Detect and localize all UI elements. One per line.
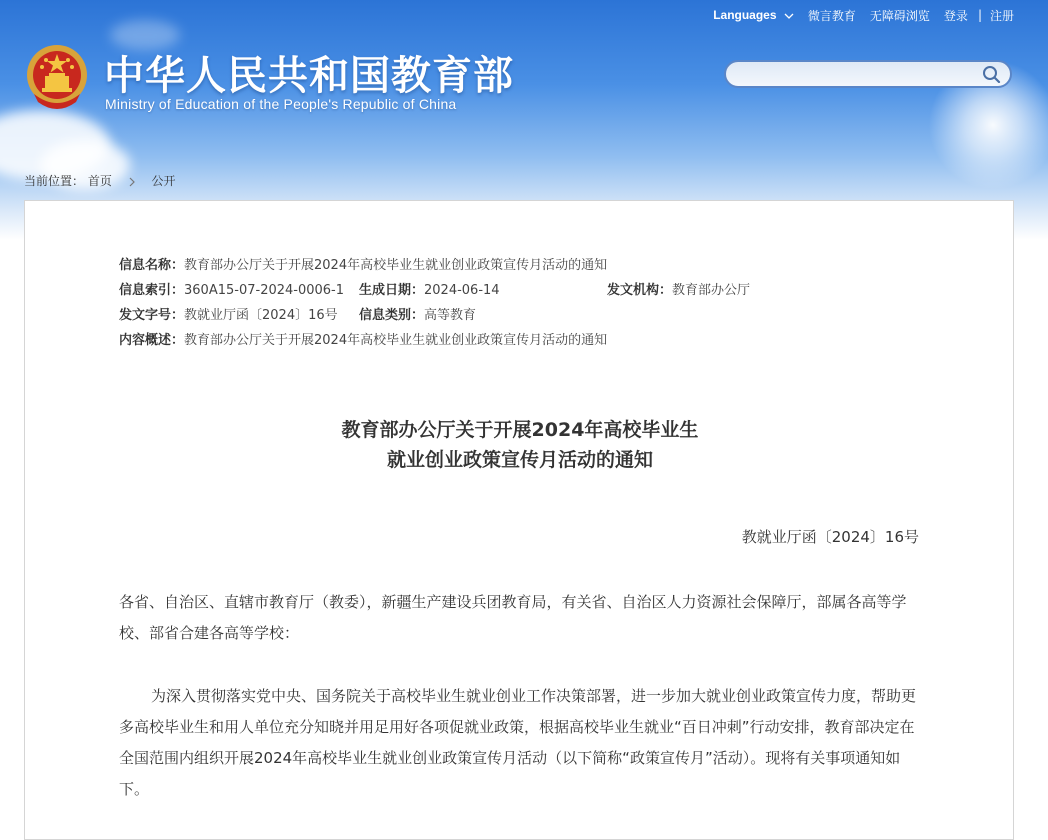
content-panel xyxy=(24,200,1014,840)
info-name-label: 信息名称： xyxy=(119,258,185,273)
breadcrumb-prefix: 当前位置： xyxy=(24,174,85,188)
info-category-label: 信息类别： xyxy=(359,308,425,323)
info-row-name xyxy=(119,253,607,278)
breadcrumb xyxy=(24,172,182,189)
login-link[interactable]: 登录 xyxy=(943,8,968,23)
info-category-value: 高等教育 xyxy=(424,308,477,323)
register-link[interactable]: 注册 xyxy=(989,8,1014,23)
search-input[interactable] xyxy=(738,65,982,85)
languages-menu[interactable]: Languages xyxy=(713,8,794,22)
search-box xyxy=(724,60,1012,88)
info-index-value: 360A15-07-2024-0006-1 xyxy=(184,283,345,298)
chevron-down-icon xyxy=(784,12,794,20)
site-subtitle: Ministry of Education of the People's Republic of China xyxy=(105,96,457,112)
info-date-value: 2024-06-14 xyxy=(424,283,500,298)
info-row-summary xyxy=(119,328,607,353)
document-title-line1: 教育部办公厅关于开展2024年高校毕业生 xyxy=(341,419,699,441)
info-date-label: 生成日期： xyxy=(359,283,425,298)
chevron-right-icon xyxy=(128,177,136,187)
search-icon[interactable] xyxy=(982,65,1002,83)
document-title-line2: 就业创业政策宣传月活动的通知 xyxy=(386,449,653,471)
info-issuer-value: 教育部办公厅 xyxy=(672,283,751,298)
info-name-value: 教育部办公厅关于开展2024年高校毕业生就业创业政策宣传月活动的通知 xyxy=(184,258,608,273)
info-index-label: 信息索引： xyxy=(119,283,185,298)
document-number: 教就业厅函〔2024〕16号 xyxy=(741,528,919,546)
info-row-docno xyxy=(119,303,607,328)
breadcrumb-current[interactable]: 公开 xyxy=(151,174,176,188)
top-nav xyxy=(699,6,1014,24)
accessibility-link[interactable]: 无障碍浏览 xyxy=(869,8,930,23)
document-paragraph: 为深入贯彻落实党中央、国务院关于高校毕业生就业创业工作决策部署，进一步加大就业创业政策宣传力度，帮助更多高校毕业生和用人单位充分知晓并用足用好各项促就业政策，根据高校毕业生就业“百日冲刺”行动安排，教育部决定在全国范围内组织开展2024年高校毕业生就业创业政策宣传月活动（以下简称“政策宣传月”活动）。现将有关事项通知如下。 xyxy=(119,687,917,798)
info-table xyxy=(119,253,751,353)
national-emblem-icon[interactable] xyxy=(24,42,90,112)
info-docno-value: 教就业厅函〔2024〕16号 xyxy=(184,308,338,323)
info-docno-label: 发文字号： xyxy=(119,308,185,323)
document-title xyxy=(25,415,1015,475)
nav-separator: | xyxy=(977,8,982,22)
info-summary-label: 内容概述： xyxy=(119,333,185,348)
breadcrumb-home[interactable]: 首页 xyxy=(87,174,112,188)
site-title[interactable]: 中华人民共和国教育部 xyxy=(104,53,514,99)
info-row-index xyxy=(119,278,751,303)
document-salutation: 各省、自治区、直辖市教育厅（教委），新疆生产建设兵团教育局，有关省、自治区人力资源社会保障厅，部属各高等学校、部省合建各高等学校： xyxy=(119,593,907,642)
info-issuer-label: 发文机构： xyxy=(607,283,673,298)
weibo-link[interactable]: 微言教育 xyxy=(807,8,856,23)
info-summary-value: 教育部办公厅关于开展2024年高校毕业生就业创业政策宣传月活动的通知 xyxy=(184,333,608,348)
